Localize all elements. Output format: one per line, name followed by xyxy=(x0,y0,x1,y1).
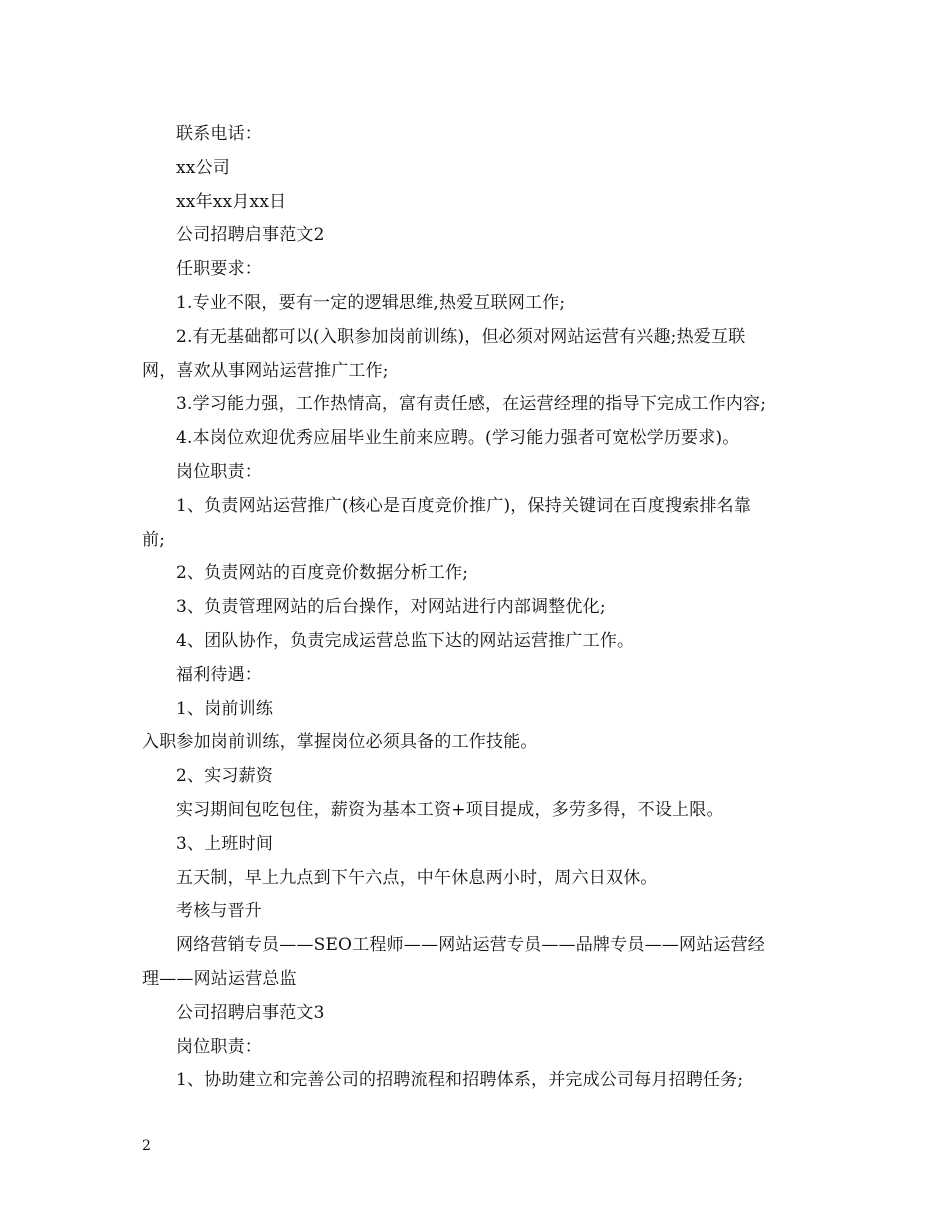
company-name-line: xx公司 xyxy=(176,157,230,178)
date-line: xx年xx月xx日 xyxy=(176,191,287,212)
section-heading-sample-2: 公司招聘启事范文2 xyxy=(176,225,325,246)
section-heading-sample-3: 公司招聘启事范文3 xyxy=(176,1002,325,1023)
duty-item-1-sample-3: 1、协助建立和完善公司的招聘流程和招聘体系，并完成公司每月招聘任务; xyxy=(176,1070,744,1091)
benefit-item-3-text: 五天制，早上九点到下午六点，中午休息两小时，周六日双休。 xyxy=(176,867,658,888)
duty-item-1: 1、负责网站运营推广(核心是百度竞价推广)，保持关键词在百度搜索排名靠 xyxy=(176,495,752,516)
duty-item-3: 3、负责管理网站的后台操作，对网站进行内部调整优化; xyxy=(176,597,606,618)
benefit-item-3-title: 3、上班时间 xyxy=(176,833,274,854)
duties-heading-2: 岗位职责： xyxy=(176,1036,262,1057)
duty-item-4: 4、团队协作，负责完成运营总监下达的网站运营推广工作。 xyxy=(176,630,635,651)
page-number: 2 xyxy=(142,1138,151,1154)
benefit-item-2-text: 实习期间包吃包住，薪资为基本工资+项目提成，多劳多得，不设上限。 xyxy=(176,799,724,820)
benefit-item-1-text: 入职参加岗前训练，掌握岗位必须具备的工作技能。 xyxy=(142,732,538,753)
duty-item-2: 2、负责网站的百度竞价数据分析工作; xyxy=(176,563,469,584)
promotion-heading: 考核与晋升 xyxy=(176,901,262,922)
promotion-path-continued: 理——网站运营总监 xyxy=(142,968,297,989)
duties-heading: 岗位职责： xyxy=(176,461,262,482)
benefit-item-2-title: 2、实习薪资 xyxy=(176,766,274,787)
duty-item-1-continued: 前; xyxy=(142,529,166,550)
document-body xyxy=(142,118,814,1098)
requirements-heading: 任职要求： xyxy=(176,259,262,280)
requirement-item-2-continued: 网，喜欢从事网站运营推广工作; xyxy=(142,360,389,381)
requirement-item-1: 1.专业不限，要有一定的逻辑思维,热爱互联网工作; xyxy=(176,292,566,313)
benefit-item-1-title: 1、岗前训练 xyxy=(176,698,274,719)
contact-phone-line: 联系电话： xyxy=(176,124,262,144)
promotion-path: 网络营销专员——SEO工程师——网站运营专员——品牌专员——网站运营经 xyxy=(176,935,765,956)
requirement-item-2: 2.有无基础都可以(入职参加岗前训练)，但必须对网站运营有兴趣;热爱互联 xyxy=(176,326,746,347)
requirement-item-3: 3.学习能力强，工作热情高，富有责任感，在运营经理的指导下完成工作内容; xyxy=(176,394,767,415)
requirement-item-4: 4.本岗位欢迎优秀应届毕业生前来应聘。(学习能力强者可宽松学历要求)。 xyxy=(176,428,740,449)
benefits-heading: 福利待遇： xyxy=(176,664,262,685)
